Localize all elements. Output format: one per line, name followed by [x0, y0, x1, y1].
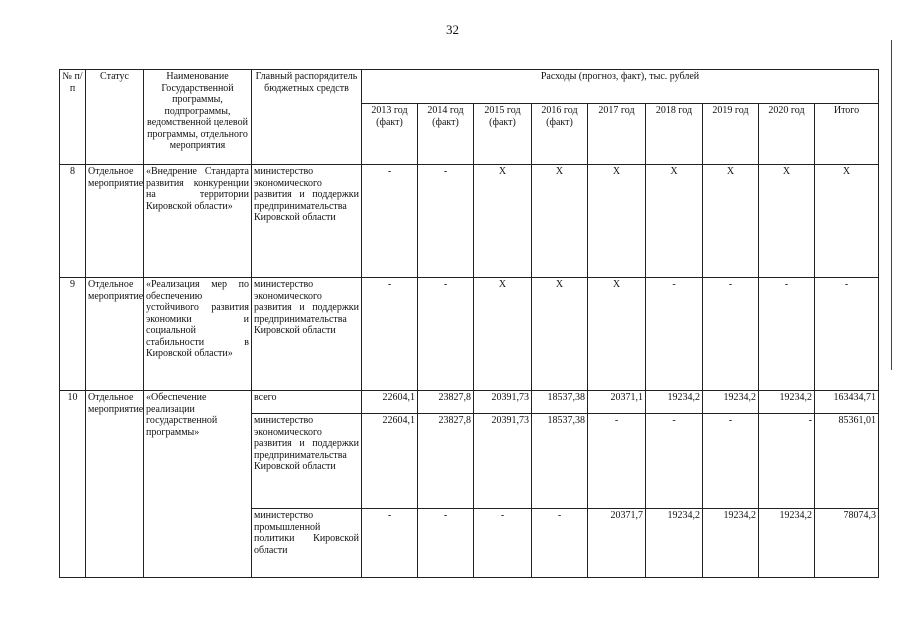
total-cell: Х: [815, 165, 879, 278]
value-cell: -: [532, 509, 588, 578]
header-expenses: Расходы (прогноз, факт), тыс. рублей: [362, 70, 879, 104]
page-number: 32: [446, 22, 459, 37]
value-cell: -: [362, 509, 418, 578]
value-cell: 23827,8: [418, 414, 474, 509]
row-status: Отдельное мероприятие: [86, 165, 144, 278]
value-cell: -: [418, 165, 474, 278]
value-cell: Х: [474, 165, 532, 278]
value-cell: -: [646, 414, 703, 509]
value-cell: -: [474, 509, 532, 578]
row-number: 9: [60, 278, 86, 391]
value-cell: 23827,8: [418, 391, 474, 414]
total-cell: 163434,71: [815, 391, 879, 414]
value-cell: Х: [588, 278, 646, 391]
value-cell: Х: [532, 278, 588, 391]
row-status: Отдельное мероприятие: [86, 391, 144, 578]
value-cell: Х: [703, 165, 759, 278]
header-name: Наименование Государственной программы, подпрограммы, ведомственной целевой программы, отдельного мероприятия: [144, 70, 252, 165]
table-row: [60, 278, 879, 391]
header-year: 2018 год: [646, 104, 703, 165]
row-name: «Внедрение Стандарта развития конкуренции на территории Кировской области»: [144, 165, 252, 278]
value-cell: -: [646, 278, 703, 391]
value-cell: 20391,73: [474, 414, 532, 509]
header-year: 2017 год: [588, 104, 646, 165]
value-cell: -: [588, 414, 646, 509]
value-cell: -: [703, 414, 759, 509]
value-cell: -: [362, 165, 418, 278]
header-year: 2013 год (факт): [362, 104, 418, 165]
value-cell: 19234,2: [646, 391, 703, 414]
value-cell: 19234,2: [759, 391, 815, 414]
value-cell: Х: [588, 165, 646, 278]
margin-rule: [891, 40, 892, 370]
value-cell: Х: [474, 278, 532, 391]
value-cell: 20371,7: [588, 509, 646, 578]
table-row: [60, 165, 879, 278]
value-cell: -: [703, 278, 759, 391]
total-cell: -: [815, 278, 879, 391]
header-year: 2019 год: [703, 104, 759, 165]
row-number: 10: [60, 391, 86, 578]
value-cell: -: [759, 414, 815, 509]
value-cell: Х: [532, 165, 588, 278]
value-cell: 19234,2: [703, 509, 759, 578]
value-cell: -: [418, 278, 474, 391]
row-manager: всего: [252, 391, 362, 414]
row-manager: министерство промышленной политики Кировской области: [252, 509, 362, 578]
total-cell: 78074,3: [815, 509, 879, 578]
row-name: «Обеспечение реализации государственной программы»: [144, 391, 252, 578]
expenses-table: [59, 69, 879, 578]
header-total: Итого: [815, 104, 879, 165]
header-row-1: [60, 70, 879, 104]
value-cell: Х: [759, 165, 815, 278]
header-year: 2016 год (факт): [532, 104, 588, 165]
value-cell: -: [362, 278, 418, 391]
value-cell: Х: [646, 165, 703, 278]
table-row: [60, 391, 879, 414]
value-cell: 19234,2: [646, 509, 703, 578]
value-cell: 19234,2: [759, 509, 815, 578]
row-status: Отдельное мероприятие: [86, 278, 144, 391]
value-cell: 18537,38: [532, 414, 588, 509]
header-manager: Главный распорядитель бюджетных средств: [252, 70, 362, 165]
value-cell: 22604,1: [362, 391, 418, 414]
header-year: 2014 год (факт): [418, 104, 474, 165]
header-status: Статус: [86, 70, 144, 165]
value-cell: 20371,1: [588, 391, 646, 414]
header-year: 2020 год: [759, 104, 815, 165]
value-cell: 18537,38: [532, 391, 588, 414]
row-manager: министерство экономического развития и поддержки предпринимательства Кировской области: [252, 165, 362, 278]
value-cell: -: [418, 509, 474, 578]
row-number: 8: [60, 165, 86, 278]
header-year: 2015 год (факт): [474, 104, 532, 165]
value-cell: 20391,73: [474, 391, 532, 414]
total-cell: 85361,01: [815, 414, 879, 509]
header-no: № п/п: [60, 70, 86, 165]
value-cell: 22604,1: [362, 414, 418, 509]
row-manager: министерство экономического развития и поддержки предпринимательства Кировской области: [252, 414, 362, 509]
value-cell: 19234,2: [703, 391, 759, 414]
value-cell: -: [759, 278, 815, 391]
row-name: «Реализация мер по обеспечению устойчивого развития экономики и социальной стабильности в Кировской области»: [144, 278, 252, 391]
row-manager: министерство экономического развития и поддержки предпринимательства Кировской области: [252, 278, 362, 391]
